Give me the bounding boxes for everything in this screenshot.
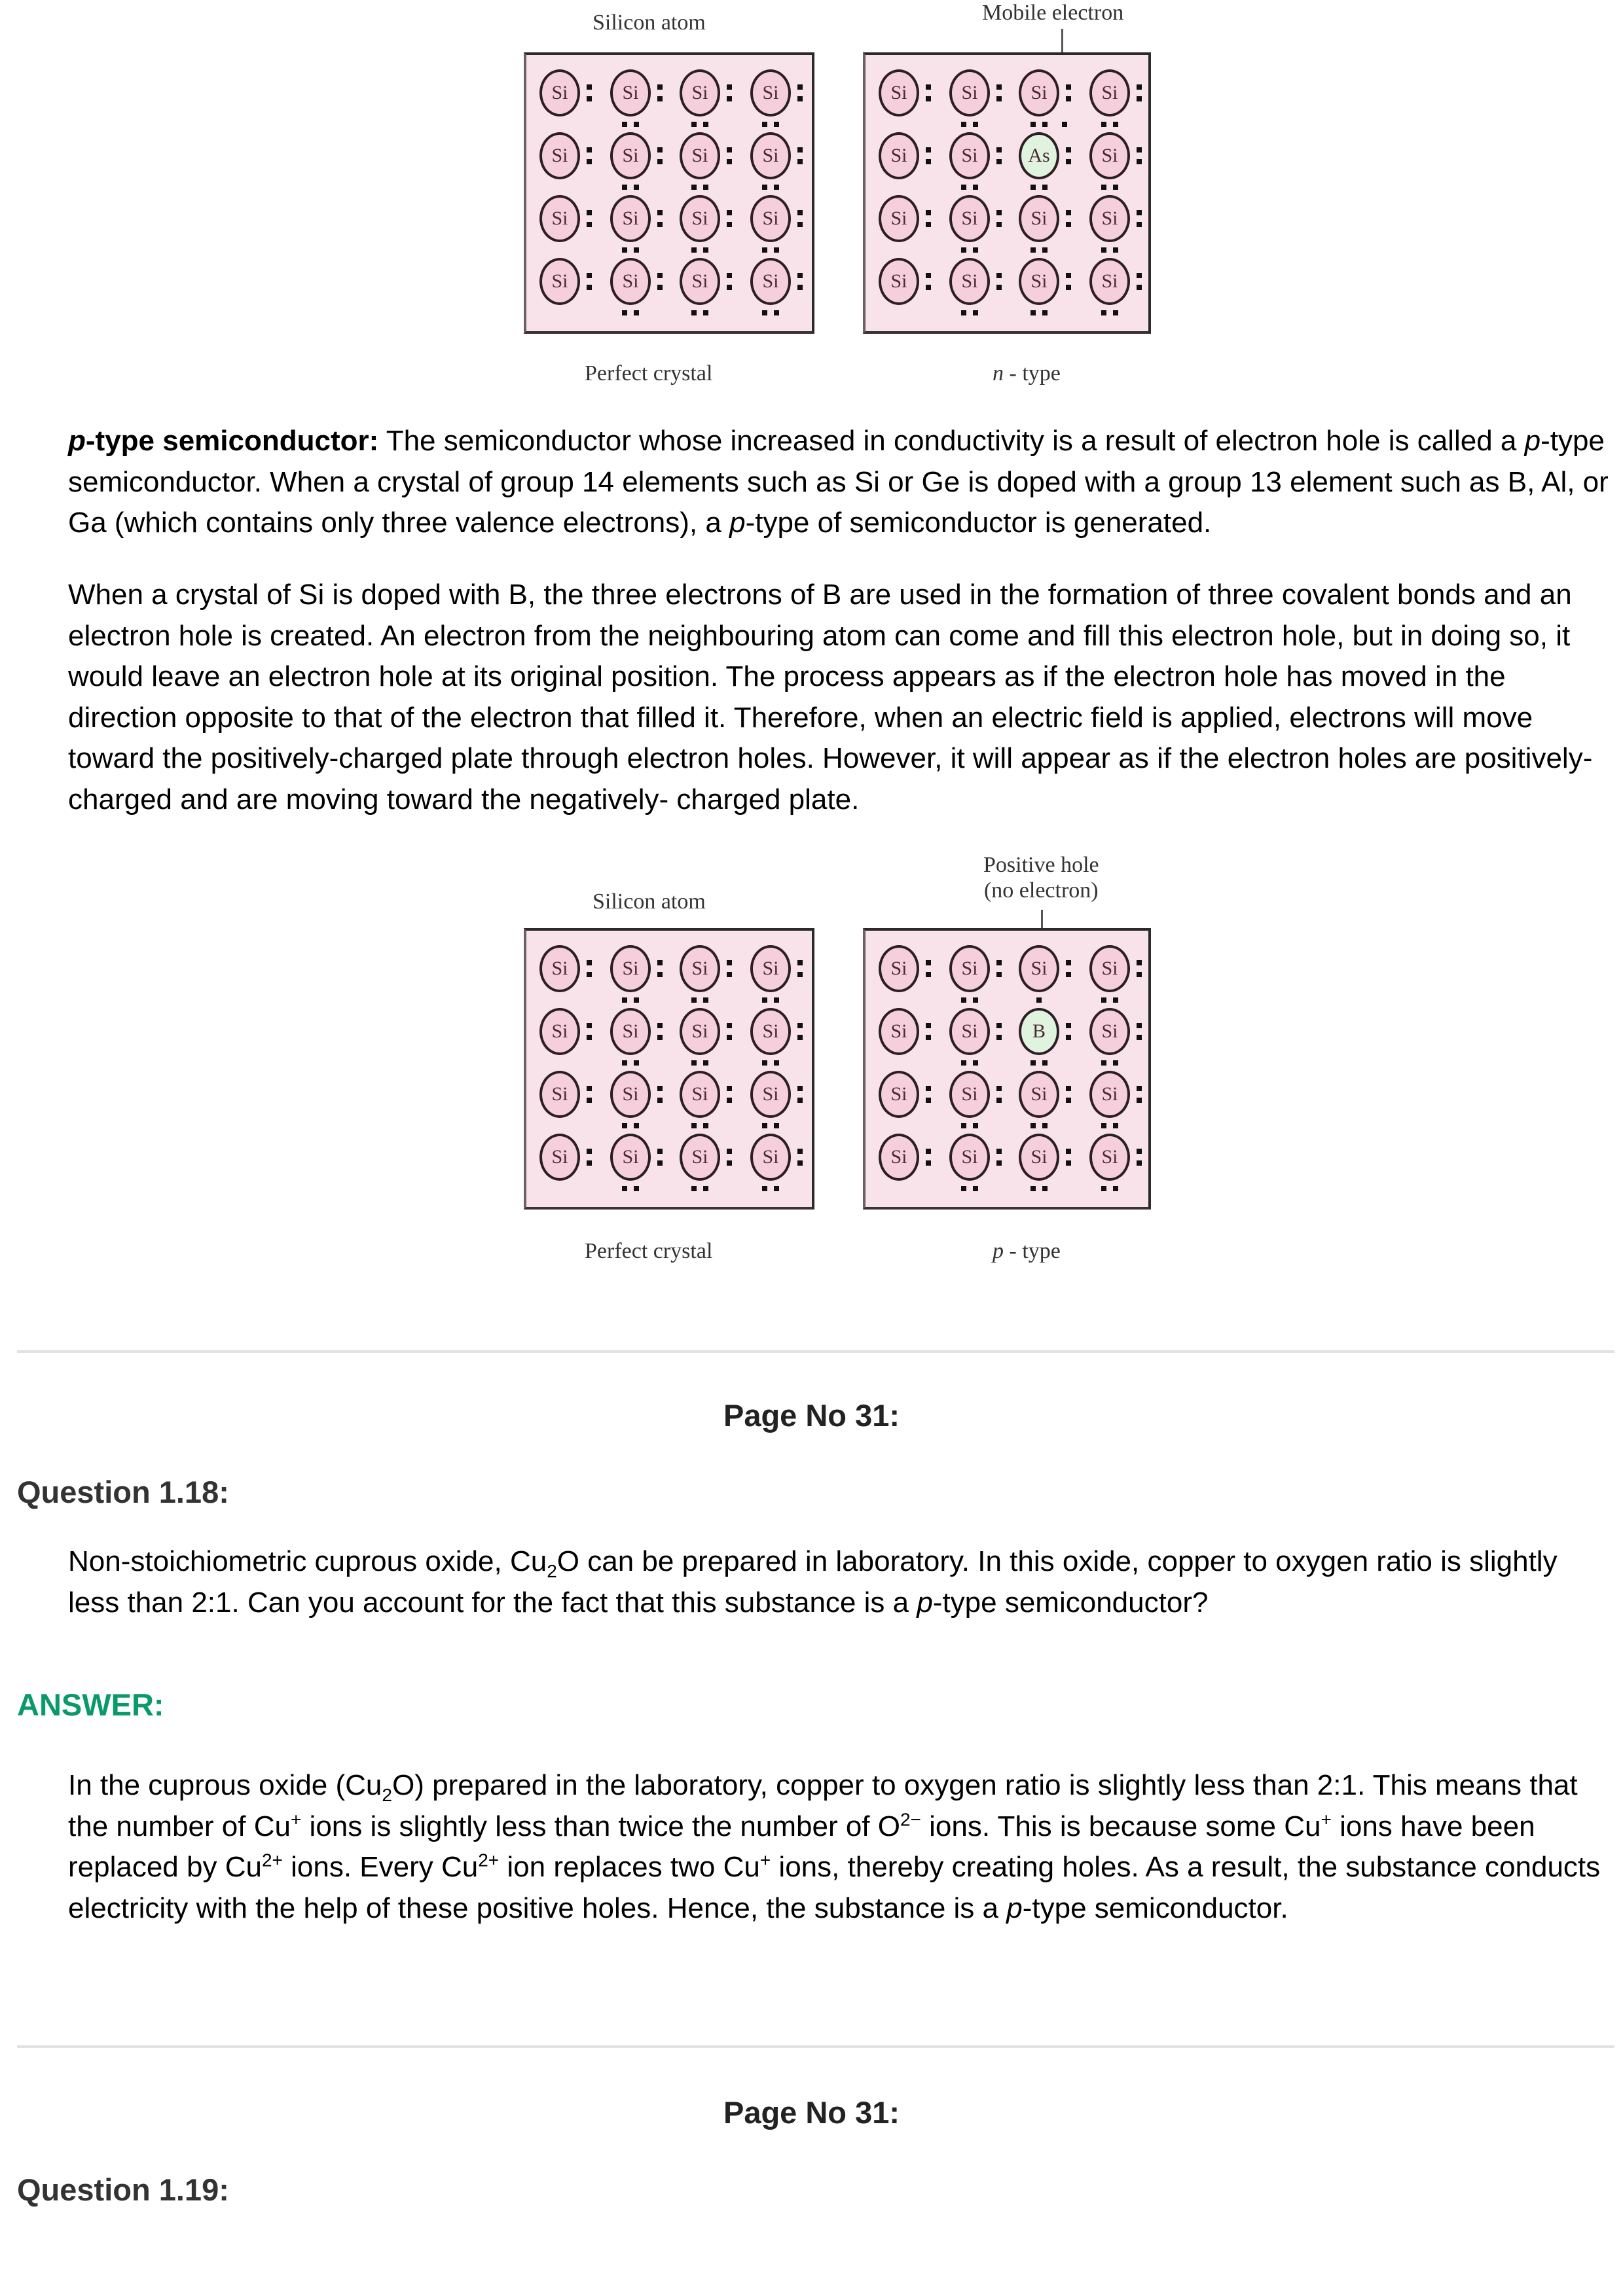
silicon-atom: Si bbox=[1019, 1134, 1059, 1181]
electron-pair bbox=[587, 1083, 592, 1105]
silicon-atom: Si bbox=[680, 132, 720, 179]
silicon-atom: Si bbox=[610, 1071, 651, 1118]
silicon-atom: Si bbox=[879, 132, 919, 179]
silicon-atom: Si bbox=[879, 195, 919, 242]
silicon-atom: Si bbox=[610, 258, 651, 305]
electron-pair bbox=[621, 185, 640, 190]
electron-pair bbox=[1029, 1186, 1049, 1191]
electron-pair bbox=[960, 122, 979, 127]
electron-pair bbox=[1029, 122, 1049, 127]
electron-pair bbox=[621, 247, 640, 253]
silicon-atom: Si bbox=[750, 69, 791, 117]
silicon-atom: Si bbox=[879, 1071, 919, 1118]
electron-pair bbox=[657, 1020, 663, 1043]
label-positive-hole: Positive hole (no electron) bbox=[983, 853, 1099, 903]
electron-pair bbox=[996, 145, 1002, 167]
silicon-atom: Si bbox=[610, 132, 651, 179]
electron-pair bbox=[960, 997, 979, 1003]
caption-p-type: p - type bbox=[993, 1239, 1061, 1263]
silicon-atom: Si bbox=[750, 1134, 791, 1181]
silicon-atom: Si bbox=[1089, 1071, 1130, 1118]
electron-pair bbox=[657, 1146, 663, 1168]
electron-pair bbox=[657, 82, 663, 104]
silicon-atom: Si bbox=[879, 258, 919, 305]
electron-pair bbox=[797, 1146, 803, 1168]
electron-pair bbox=[996, 1083, 1002, 1105]
electron-pair bbox=[587, 1020, 592, 1043]
electron-pair bbox=[996, 82, 1002, 104]
electron-pair bbox=[727, 145, 732, 167]
electron-pair bbox=[926, 82, 931, 104]
silicon-atom: Si bbox=[750, 258, 791, 305]
electron-pair bbox=[587, 82, 592, 104]
electron-pair bbox=[1100, 1186, 1120, 1191]
electron-pair bbox=[797, 145, 803, 167]
electron-pair bbox=[761, 1123, 780, 1128]
caption-n-type: n - type bbox=[993, 361, 1061, 386]
electron-pair bbox=[587, 145, 592, 167]
electron-pair bbox=[1066, 1020, 1071, 1043]
electron-pair bbox=[996, 1146, 1002, 1168]
electron-pair bbox=[1066, 270, 1071, 293]
electron-pair bbox=[1137, 145, 1142, 167]
electron-pair bbox=[761, 997, 780, 1003]
electron-pair bbox=[587, 270, 592, 293]
electron-pair bbox=[996, 958, 1002, 980]
electron-pair bbox=[926, 1020, 931, 1043]
electron-pair bbox=[960, 310, 979, 315]
electron-pair bbox=[690, 1060, 710, 1066]
silicon-atom: Si bbox=[539, 258, 580, 305]
electron-pair bbox=[621, 310, 640, 315]
electron-pair bbox=[1137, 958, 1142, 980]
electron-pair bbox=[657, 145, 663, 167]
electron-pair bbox=[690, 1186, 710, 1191]
silicon-atom: Si bbox=[1019, 69, 1059, 117]
section-divider bbox=[17, 1350, 1614, 1353]
electron-pair bbox=[996, 270, 1002, 293]
electron-pair bbox=[1137, 270, 1142, 293]
electron-pair bbox=[926, 145, 931, 167]
silicon-atom: Si bbox=[879, 1008, 919, 1055]
silicon-atom: Si bbox=[610, 945, 651, 992]
electron-pair bbox=[761, 1186, 780, 1191]
boron-doping-paragraph: When a crystal of Si is doped with B, the three electrons of B are used in the formation of three covalent bonds and an electron hole is created. An electron from the neighbouring atom can come and fill this electron hole, but in doing so, it would leave an electron hole at its original position. The process appears as if the electron hole has moved in the direction opposite to that of the electron that filled it. Therefore, when an electric field is applied, electrons will move toward the positively-charged plate through electron holes. However, it will appear as if the electron holes are positively-charged and are moving toward the negatively- charged plate. bbox=[68, 579, 1593, 816]
label-mobile-electron: Mobile electron bbox=[982, 1, 1124, 25]
silicon-atom: Si bbox=[1089, 1134, 1130, 1181]
silicon-atom: Si bbox=[879, 1134, 919, 1181]
silicon-atom: Si bbox=[1019, 258, 1059, 305]
electron-pair bbox=[761, 122, 780, 127]
electron-pair bbox=[1100, 997, 1120, 1003]
question-label: Question 1.18: bbox=[17, 1475, 229, 1509]
silicon-atom: Si bbox=[750, 195, 791, 242]
electron-pair bbox=[1066, 82, 1071, 104]
silicon-atom: Si bbox=[1089, 69, 1130, 117]
electron-pair bbox=[621, 997, 640, 1003]
electron-pair bbox=[657, 1083, 663, 1105]
electron-pair bbox=[1029, 185, 1049, 190]
silicon-atom: Si bbox=[539, 945, 580, 992]
silicon-atom: Si bbox=[949, 1134, 990, 1181]
electron-pair bbox=[621, 1186, 640, 1191]
electron-pair bbox=[761, 185, 780, 190]
electron-pair bbox=[960, 1186, 979, 1191]
silicon-atom: Si bbox=[610, 195, 651, 242]
answer-text: In the cuprous oxide $(Cu_2O)$ prepared in the laboratory, copper to oxygen ratio is slightly less than 2:1. This means that the number of Cu+ ions is slightly less than twice the number of $O^{2-}$ ions. This is because some Cu+ ions have been replaced by $Cu^{2+}$ ions. Every $Cu^{2+}$ ion replaces two Cu+ ions, thereby creating holes. As a result, the substance conducts electricity with the help of these positive holes. Hence, the substance is a p-type semiconductor. bbox=[68, 1769, 1601, 1924]
electron-pair bbox=[1066, 1083, 1071, 1105]
question-text: Non-stoichiometric cuprous oxide, $Cu_2O$ can be prepared in laboratory. In this oxide, copper to oxygen ratio is slightly less than 2:1. Can you account for the fact that this substance is a p-type semiconductor? bbox=[68, 1545, 1558, 1619]
electron-pair bbox=[727, 1083, 732, 1105]
lattice-p-type bbox=[863, 928, 1151, 1210]
electron-pair bbox=[797, 207, 803, 230]
silicon-atom: Si bbox=[610, 1008, 651, 1055]
electron-pair bbox=[1137, 1083, 1142, 1105]
silicon-atom: Si bbox=[750, 945, 791, 992]
silicon-atom: Si bbox=[680, 1071, 720, 1118]
single-electron bbox=[1036, 997, 1042, 1003]
silicon-atom: Si bbox=[750, 132, 791, 179]
silicon-atom: Si bbox=[1089, 195, 1130, 242]
silicon-atom: Si bbox=[879, 945, 919, 992]
electron-pair bbox=[960, 247, 979, 253]
electron-pair bbox=[1100, 122, 1120, 127]
silicon-atom: Si bbox=[1089, 945, 1130, 992]
electron-pair bbox=[926, 1146, 931, 1168]
electron-pair bbox=[926, 207, 931, 230]
silicon-atom: Si bbox=[1019, 195, 1059, 242]
page-number-heading: Page No 31: bbox=[723, 2095, 900, 2130]
electron-pair bbox=[761, 1060, 780, 1066]
electron-pair bbox=[1100, 1060, 1120, 1066]
electron-pair bbox=[1029, 1123, 1049, 1128]
silicon-atom: Si bbox=[949, 69, 990, 117]
electron-pair bbox=[621, 122, 640, 127]
silicon-atom: Si bbox=[680, 1008, 720, 1055]
electron-pair bbox=[727, 82, 732, 104]
electron-pair bbox=[797, 958, 803, 980]
electron-pair bbox=[587, 1146, 592, 1168]
term: p-type semiconductor: bbox=[68, 425, 379, 457]
silicon-atom: Si bbox=[539, 1071, 580, 1118]
electron-pair bbox=[1137, 207, 1142, 230]
electron-pair bbox=[587, 958, 592, 980]
electron-pair bbox=[1066, 1146, 1071, 1168]
electron-pair bbox=[1100, 185, 1120, 190]
electron-pair bbox=[797, 1083, 803, 1105]
silicon-atom: Si bbox=[879, 69, 919, 117]
electron-pair bbox=[690, 247, 710, 253]
dopant-atom: B bbox=[1019, 1008, 1059, 1055]
silicon-atom: Si bbox=[1089, 132, 1130, 179]
silicon-atom: Si bbox=[680, 945, 720, 992]
electron-pair bbox=[960, 1123, 979, 1128]
silicon-atom: Si bbox=[539, 69, 580, 117]
electron-pair bbox=[727, 270, 732, 293]
caption-perfect-crystal-1: Perfect crystal bbox=[585, 361, 713, 386]
silicon-atom: Si bbox=[539, 195, 580, 242]
electron-pair bbox=[926, 958, 931, 980]
electron-pair bbox=[1066, 207, 1071, 230]
silicon-atom: Si bbox=[1019, 1071, 1059, 1118]
electron-pair bbox=[926, 270, 931, 293]
page-number-heading: Page No 31: bbox=[723, 1398, 900, 1433]
electron-pair bbox=[727, 1020, 732, 1043]
silicon-atom: Si bbox=[949, 1071, 990, 1118]
silicon-atom: Si bbox=[680, 69, 720, 117]
electron-pair bbox=[690, 122, 710, 127]
lattice-n-type bbox=[863, 52, 1151, 334]
electron-pair bbox=[1137, 82, 1142, 104]
electron-pair bbox=[690, 185, 710, 190]
electron-pair bbox=[657, 207, 663, 230]
electron-pair bbox=[960, 1060, 979, 1066]
electron-pair bbox=[690, 310, 710, 315]
silicon-atom: Si bbox=[949, 945, 990, 992]
label-silicon-atom: Silicon atom bbox=[593, 10, 706, 35]
label-silicon-atom: Silicon atom bbox=[593, 889, 706, 914]
electron-pair bbox=[690, 997, 710, 1003]
electron-pair bbox=[797, 1020, 803, 1043]
electron-pair bbox=[1100, 310, 1120, 315]
electron-pair bbox=[761, 310, 780, 315]
lattice-perfect-crystal-2 bbox=[524, 928, 814, 1210]
electron-pair bbox=[1029, 247, 1049, 253]
dopant-atom: As bbox=[1019, 132, 1059, 179]
electron-pair bbox=[587, 207, 592, 230]
silicon-atom: Si bbox=[949, 195, 990, 242]
electron-pair bbox=[1029, 310, 1049, 315]
electron-pair bbox=[657, 958, 663, 980]
silicon-atom: Si bbox=[680, 195, 720, 242]
electron-pair bbox=[1137, 1146, 1142, 1168]
question-label: Question 1.19: bbox=[17, 2172, 229, 2207]
electron-pair bbox=[1029, 1060, 1049, 1066]
silicon-atom: Si bbox=[610, 1134, 651, 1181]
silicon-atom: Si bbox=[539, 1008, 580, 1055]
electron-pair bbox=[926, 1083, 931, 1105]
silicon-atom: Si bbox=[949, 132, 990, 179]
electron-pair bbox=[727, 958, 732, 980]
electron-pair bbox=[1137, 1020, 1142, 1043]
silicon-atom: Si bbox=[949, 1008, 990, 1055]
electron-pair bbox=[797, 270, 803, 293]
silicon-atom: Si bbox=[1019, 945, 1059, 992]
electron-pair bbox=[761, 247, 780, 253]
answer-label: ANSWER: bbox=[17, 1687, 164, 1722]
electron-pair bbox=[960, 185, 979, 190]
silicon-atom: Si bbox=[750, 1071, 791, 1118]
silicon-atom: Si bbox=[539, 1134, 580, 1181]
caption-perfect-crystal-2: Perfect crystal bbox=[585, 1239, 713, 1263]
silicon-atom: Si bbox=[949, 258, 990, 305]
electron-pair bbox=[690, 1123, 710, 1128]
electron-pair bbox=[621, 1060, 640, 1066]
silicon-atom: Si bbox=[1089, 1008, 1130, 1055]
section-divider bbox=[17, 2045, 1614, 2048]
electron-pair bbox=[727, 1146, 732, 1168]
electron-pair bbox=[996, 207, 1002, 230]
electron-pair bbox=[1100, 1123, 1120, 1128]
silicon-atom: Si bbox=[610, 69, 651, 117]
lattice-perfect-crystal-1 bbox=[524, 52, 814, 334]
silicon-atom: Si bbox=[680, 1134, 720, 1181]
silicon-atom: Si bbox=[750, 1008, 791, 1055]
electron-pair bbox=[621, 1123, 640, 1128]
electron-pair bbox=[727, 207, 732, 230]
electron-pair bbox=[657, 270, 663, 293]
p-type-definition: p-type semiconductor: The semiconductor whose increased in conductivity is a result of electron hole is called a p-type semiconductor. When a crystal of group 14 elements such as Si or Ge is doped with a group 13 element such as B, Al, or Ga (which contains only three valence electrons), a p-type of semiconductor is generated. bbox=[68, 425, 1609, 539]
electron-pair bbox=[797, 82, 803, 104]
silicon-atom: Si bbox=[539, 132, 580, 179]
silicon-atom: Si bbox=[680, 258, 720, 305]
mobile-electron bbox=[1062, 122, 1067, 127]
electron-pair bbox=[996, 1020, 1002, 1043]
electron-pair bbox=[1066, 958, 1071, 980]
electron-pair bbox=[1066, 145, 1071, 167]
electron-pair bbox=[1100, 247, 1120, 253]
silicon-atom: Si bbox=[1089, 258, 1130, 305]
